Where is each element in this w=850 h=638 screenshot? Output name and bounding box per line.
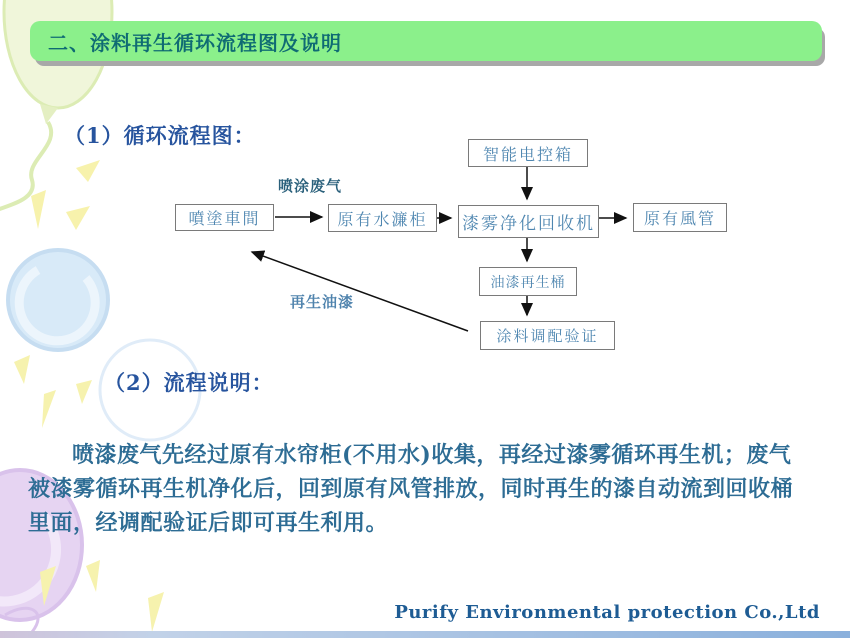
bottom-border-band — [0, 631, 850, 638]
header-bar — [30, 21, 822, 61]
edge-label-regenerated-paint: 再生油漆 — [290, 293, 355, 311]
flow-node-control-box: 智能电控箱 — [468, 139, 588, 167]
company-name: Purify Environmental protection Co.,Ltd — [394, 602, 820, 623]
description-line-3: 里面，经调配验证后即可再生利用。 — [28, 510, 389, 536]
flow-node-air-duct: 原有風管 — [633, 203, 727, 232]
section-2-heading: （2）流程说明： — [104, 370, 274, 395]
description-line-2: 被漆雾循环再生机净化后，回到原有风管排放，同时再生的漆自动流到回收桶 — [28, 476, 794, 502]
process-description — [28, 438, 828, 540]
section-1-heading: （1）循环流程图： — [64, 123, 256, 148]
flow-node-blend-verify: 涂料调配验证 — [480, 321, 615, 350]
edge-label-spray-exhaust: 喷涂废气 — [278, 177, 343, 195]
arrow-verify-to-workshop — [252, 252, 468, 331]
flow-node-spray-workshop: 噴塗車間 — [175, 204, 274, 231]
flow-node-regen-bucket: 油漆再生桶 — [479, 267, 577, 296]
description-line-1: 喷漆废气先经过原有水帘柜(不用水)收集，再经过漆雾循环再生机；废气 — [72, 442, 792, 468]
flow-node-water-curtain: 原有水濂柜 — [328, 204, 437, 232]
page-title: 二、涂料再生循环流程图及说明 — [48, 30, 342, 55]
flow-node-mist-purifier: 漆雾净化回收机 — [458, 205, 599, 238]
